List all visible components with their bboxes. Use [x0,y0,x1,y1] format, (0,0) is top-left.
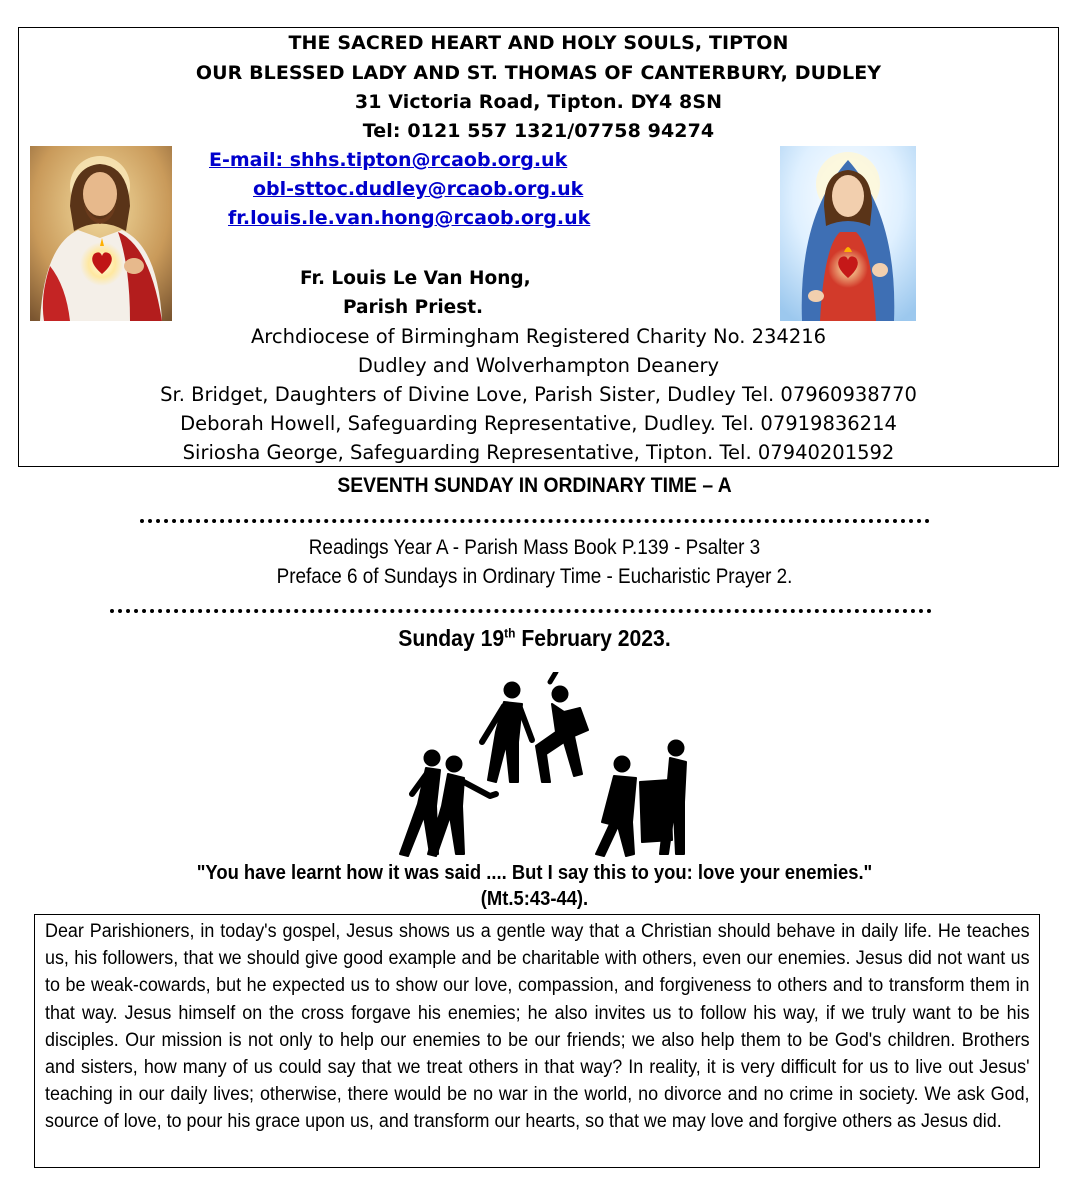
parish-address: 31 Victoria Road, Tipton. DY4 8SN [354,91,723,113]
priest-name: Fr. Louis Le Van Hong, [300,268,531,289]
service-date: Sunday 19th February 2023. [398,625,671,651]
readings-info: Readings Year A - Parish Mass Book P.139 - Psalter 3 [308,536,761,559]
sacred-heart-jesus-image [30,146,172,321]
reflection-text: Dear Parishioners, in today's gospel, Jesus shows us a gentle way that a Christian should behave in daily life. He teaches us, his followers, that we should give good example and be charitable with others, even our enemies. Jesus did not want us to be weak-cowards, but he expected us to show our love, compassion, and forgiveness to others and to transform them in that way. Jesus himself on the cross forgave his enemies; he also invites us to follow his way, if we truly want to be his disciples. Our mission is not only to help our enemies to be our friends; we also help them to be God's children. Brothers and sisters, how many of us could say that we treat others in that way? In reality, it is very difficult for us to live out Jesus' teaching in our daily lives; otherwise, there would be no war in the world, no divorce and no crime in society. We ask God, source of love, to pour his grace upon us, and transform our hearts, so that we may love and forgive others as Jesus did. [45,920,1030,1133]
preface-info: Preface 6 of Sundays in Ordinary Time - Eucharistic Prayer 2. [276,565,793,588]
safeguarding-dudley: Deborah Howell, Safeguarding Representative, Dudley. Tel. 07919836214 [180,412,897,435]
people-clipart [370,672,700,862]
parish-telephone: Tel: 0121 557 1321/07758 94274 [362,120,715,142]
dotted-divider-bottom [110,609,932,613]
dotted-divider-top [140,519,930,523]
charity-number: Archdiocese of Birmingham Registered Charity No. 234216 [250,325,827,348]
priest-title: Parish Priest. [343,297,484,318]
parish-name-tipton: THE SACRED HEART AND HOLY SOULS, TIPTON [288,32,789,54]
safeguarding-tipton: Siriosha George, Safeguarding Representative, Tipton. Tel. 07940201592 [182,441,895,464]
email-link-dudley[interactable]: obl-sttoc.dudley@rcaob.org.uk [253,178,584,200]
gospel-quote: "You have learnt how it was said .... But I say this to you: love your enemies." [196,862,873,884]
parish-header [18,27,1059,467]
immaculate-heart-mary-image [780,146,916,321]
gospel-reference: (Mt.5:43-44). [480,888,589,910]
email-link-tipton[interactable]: E-mail: shhs.tipton@rcaob.org.uk [209,149,568,171]
deanery-name: Dudley and Wolverhampton Deanery [357,354,720,377]
email-link-priest[interactable]: fr.louis.le.van.hong@rcaob.org.uk [228,207,591,229]
pastoral-reflection [34,914,1040,1168]
sunday-title: SEVENTH SUNDAY IN ORDINARY TIME – A [337,474,732,497]
parish-sister: Sr. Bridget, Daughters of Divine Love, Parish Sister, Dudley Tel. 07960938770 [160,383,917,406]
parish-name-dudley: OUR BLESSED LADY AND ST. THOMAS OF CANTERBURY, DUDLEY [195,62,882,84]
